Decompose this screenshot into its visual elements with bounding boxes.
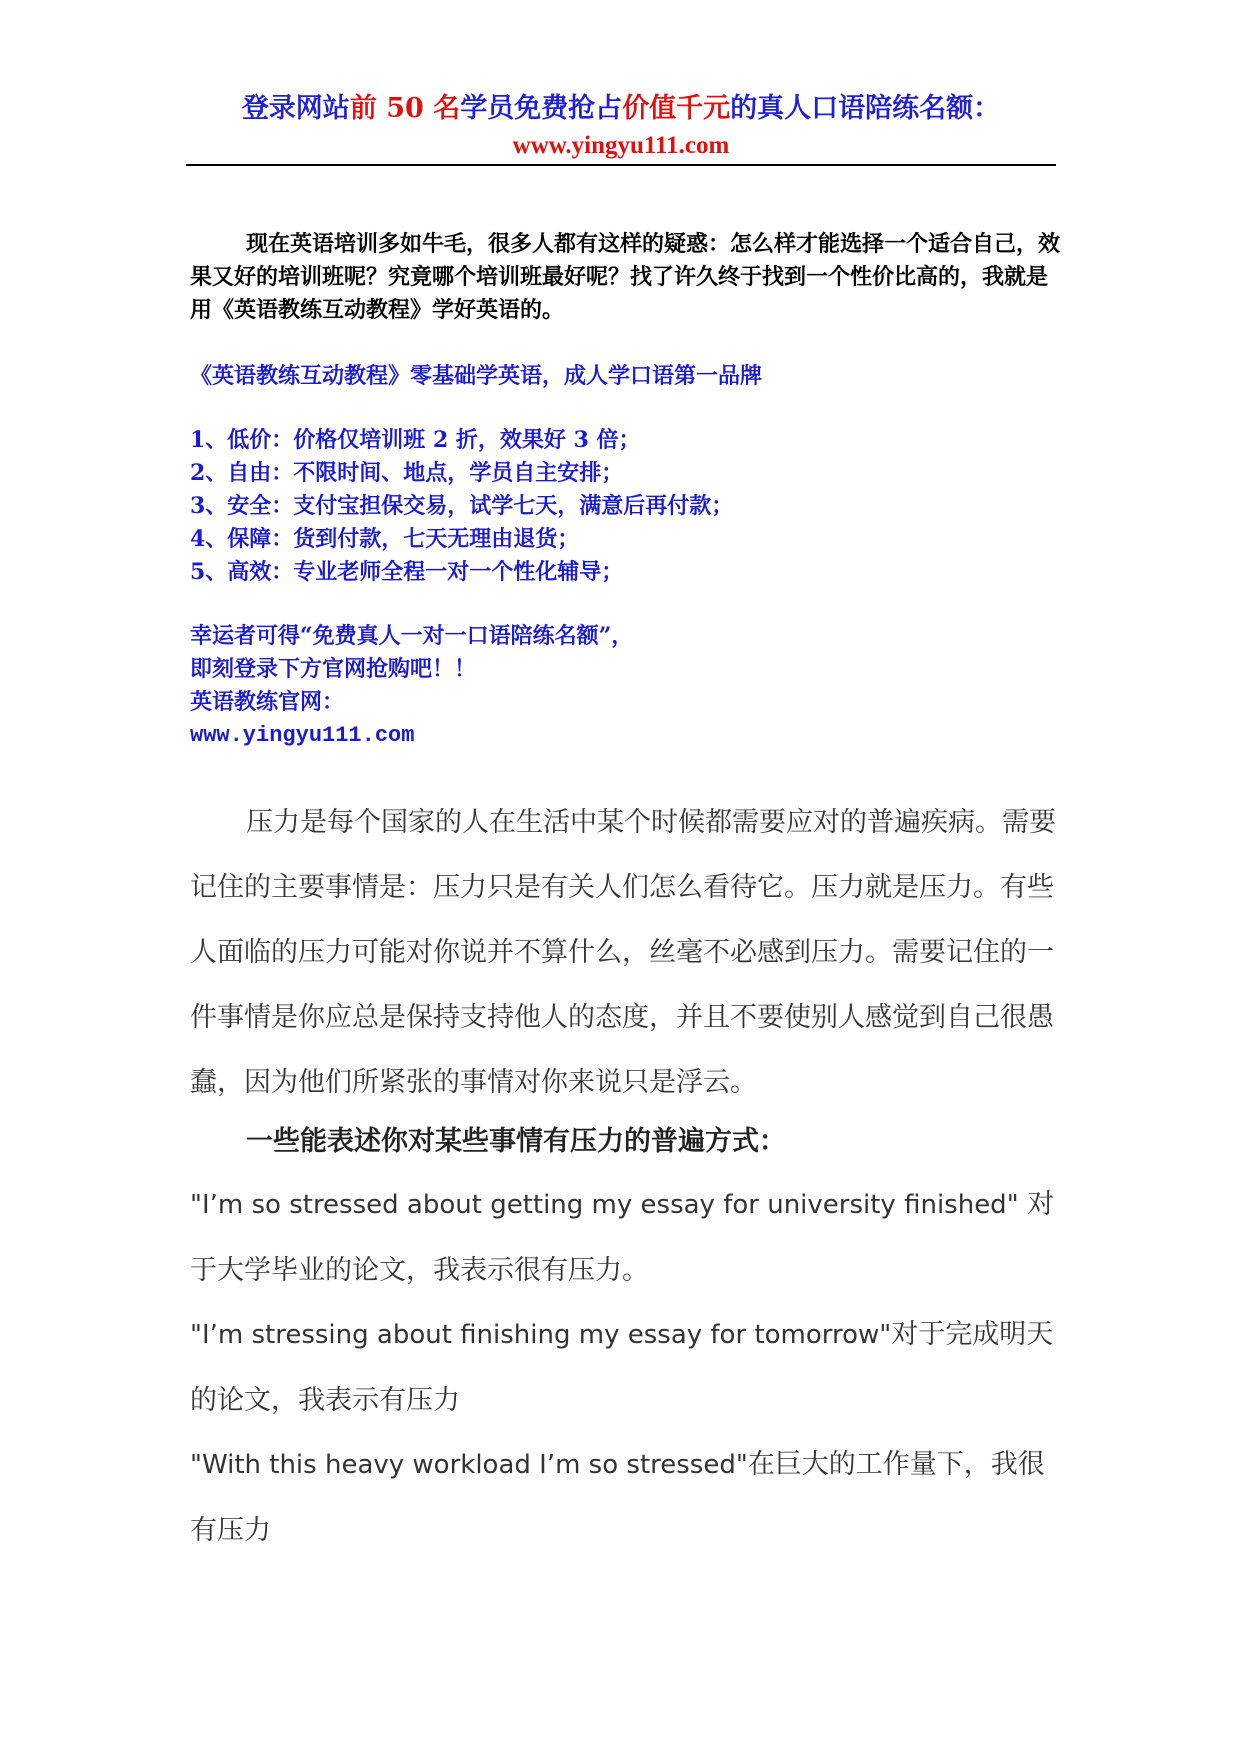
site-link[interactable]: www.yingyu111.com xyxy=(190,723,415,748)
promo-headline xyxy=(186,90,1056,128)
example-sentence xyxy=(190,1432,1070,1563)
feature-item: 4、保障：货到付款，七天无理由退货； xyxy=(190,526,580,552)
example-chinese: 在巨大的工作量下，我很有压力 xyxy=(190,1449,1045,1546)
feature-item: 5、高效：专业老师全程一对一个性化辅导； xyxy=(190,559,624,585)
header-divider xyxy=(186,164,1056,166)
example-sentence xyxy=(190,1302,1070,1433)
headline-part: 的真人口语陪练名额： xyxy=(730,93,1001,124)
page-header xyxy=(186,90,1056,164)
official-site-line xyxy=(190,686,1060,752)
headline-part: 价值千元 xyxy=(622,93,731,124)
lucky-line: 幸运者可得“免费真人一对一口语陪练名额”， xyxy=(190,623,634,649)
feature-item: 2、自由：不限时间、地点，学员自主安排； xyxy=(190,460,624,486)
ad-slogan: 《英语教练互动教程》零基础学英语，成人学口语第一品牌 xyxy=(190,363,763,389)
header-url: www.yingyu111.com xyxy=(512,132,730,159)
feature-item: 1、低价：价格仅培训班 2 折，效果好 3 倍； xyxy=(190,427,641,453)
feature-list xyxy=(190,424,1060,589)
headline-part: 学员免费抢占 xyxy=(460,93,623,124)
headline-part: 登录网站 xyxy=(241,93,350,124)
lucky-line: 即刻登录下方官网抢购吧！！ xyxy=(190,656,477,682)
example-sentence xyxy=(190,1172,1070,1303)
example-english: "With this heavy workload I’m so stressed" xyxy=(190,1450,748,1480)
example-english: "I’m stressing about finishing my essay for tomorrow" xyxy=(190,1320,892,1350)
ad-intro-paragraph: 现在英语培训多如牛毛，很多人都有这样的疑惑：怎么样才能选择一个适合自己，效果又好的培训班呢？究竟哪个培训班最好呢？找了许久终于找到一个性价比高的，我就是用《英语教练互动教程》学好英语的。 xyxy=(190,231,1061,323)
article-paragraph: 压力是每个国家的人在生活中某个时候都需要应对的普遍疾病。需要记住的主要事情是：压力只是有关人们怎么看待它。压力就是压力。有些人面临的压力可能对你说并不算什么，丝毫不必感到压力。需要记住的一件事情是你应总是保持支持他人的态度，并且不要使别人感觉到自己很愚蠢，因为他们所紧张的事情对你来说只是浮云。 xyxy=(190,807,1056,1098)
article-subheading: 一些能表述你对某些事情有压力的普遍方式： xyxy=(246,1126,786,1157)
lucky-offer xyxy=(190,620,1060,752)
example-english: "I’m so stressed about getting my essay for university finished" xyxy=(190,1190,1019,1220)
example-chinese: 对于完成明天的论文，我表示有压力 xyxy=(190,1319,1054,1416)
site-label: 英语教练官网： xyxy=(190,689,345,715)
feature-item: 3、安全：支付宝担保交易，试学七天，满意后再付款； xyxy=(190,493,734,519)
example-chinese: 对于大学毕业的论文，我表示很有压力。 xyxy=(190,1189,1055,1286)
headline-part: 前 50 名 xyxy=(349,93,461,124)
